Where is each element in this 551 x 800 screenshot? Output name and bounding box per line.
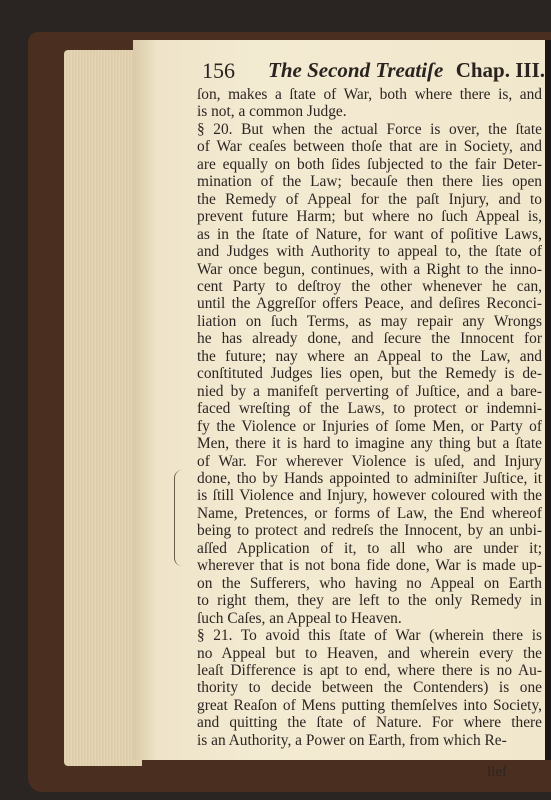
- text-line: are equally on both ſides ſubjected to the fair Deter-: [197, 155, 542, 173]
- text-line: fy the Violence or Injuries of ſome Men, or Party of: [197, 417, 542, 435]
- text-line: on the Sufferers, who having no Appeal on Earth: [197, 574, 542, 592]
- text-line: is an Authority, a Power on Earth, from which Re-: [197, 731, 507, 749]
- text-line: faced wreſting of the Laws, to protect or indemni-: [197, 400, 542, 418]
- body-text: [197, 86, 542, 749]
- margin-mark: [174, 470, 183, 566]
- text-line: cent Party to deſtroy the other whenever he can,: [197, 277, 542, 295]
- text-line: § 20. But when the actual Force is over, the ſtate: [197, 120, 542, 138]
- text-line: of War ceaſes between thoſe that are in Society, and: [197, 138, 542, 156]
- text-line: War once begun, continues, with a Right to the inno-: [197, 260, 542, 278]
- page-edges: [64, 50, 142, 766]
- text-line: conſtituted Judges lies open, but the Remedy is de-: [197, 365, 542, 383]
- catchword: lief: [487, 764, 507, 780]
- text-line: ſon, makes a ſtate of War, both where there is, and: [197, 86, 542, 103]
- text-line: Name, Pretences, or forms of Law, the End whereof: [197, 504, 542, 522]
- text-line: § 21. To avoid this ſtate of War (wherein there is: [197, 627, 542, 645]
- text-line: being to protect and redreſs the Innocent, by an unbi-: [197, 522, 542, 540]
- text-line: Men, there it is hard to imagine any thing but a ſtate: [197, 435, 542, 453]
- text-line: the future; nay where an Appeal to the Law, and: [197, 347, 542, 365]
- text-line: until the Aggreſſor offers Peace, and deſires Reconci-: [197, 295, 542, 313]
- text-line: the Remedy of Appeal for the paſt Injury, and to: [197, 190, 542, 208]
- text-line: ſuch Caſes, an Appeal to Heaven.: [197, 609, 402, 627]
- text-line: to right them, they are left to the only Remedy in: [197, 592, 542, 610]
- text-line: is ſtill Violence and Injury, however coloured with the: [197, 487, 542, 505]
- text-line: no Appeal but to Heaven, and wherein every the: [197, 644, 542, 662]
- running-title: The Second Treatiſe: [268, 58, 444, 82]
- text-line: wherever that is not bona fide done, War is made up-: [197, 557, 542, 575]
- text-line: liation on ſuch Terms, as may repair any Wrongs: [197, 312, 542, 330]
- text-line: is not, a common Judge.: [197, 103, 347, 121]
- text-line: aſſed Application of it, to all who are under it;: [197, 539, 542, 557]
- chapter-label: Chap. III.: [455, 58, 545, 82]
- text-line: great Reaſon of Mens putting themſelves into Society,: [197, 696, 542, 714]
- text-line: done, tho by Hands appointed to adminiſter Juſtice, it: [197, 469, 542, 487]
- text-line: and quitting the ſtate of Nature. For where there: [197, 714, 542, 732]
- running-header: [202, 58, 545, 84]
- gutter-shadow: [545, 40, 551, 760]
- text-line: of War. For wherever Violence is uſed, and Injury: [197, 452, 542, 470]
- text-line: leaſt Difference is apt to end, where there is no Au-: [197, 661, 542, 679]
- page-number: 156: [202, 58, 235, 83]
- text-line: thority to decide between the Contenders) is one: [197, 679, 542, 697]
- text-line: mination of the Law; becauſe then there lies open: [197, 173, 542, 191]
- text-line: nied by a manifeſt perverting of Juſtice, and a bare-: [197, 382, 542, 400]
- text-line: he has already done, and ſecure the Innocent for: [197, 330, 542, 348]
- text-line: and Judges with Authority to appeal to, the ſtate of: [197, 243, 542, 261]
- text-line: as in the ſtate of Nature, for want of poſitive Laws,: [197, 225, 542, 243]
- text-line: prevent future Harm; but where no ſuch Appeal is,: [197, 208, 542, 226]
